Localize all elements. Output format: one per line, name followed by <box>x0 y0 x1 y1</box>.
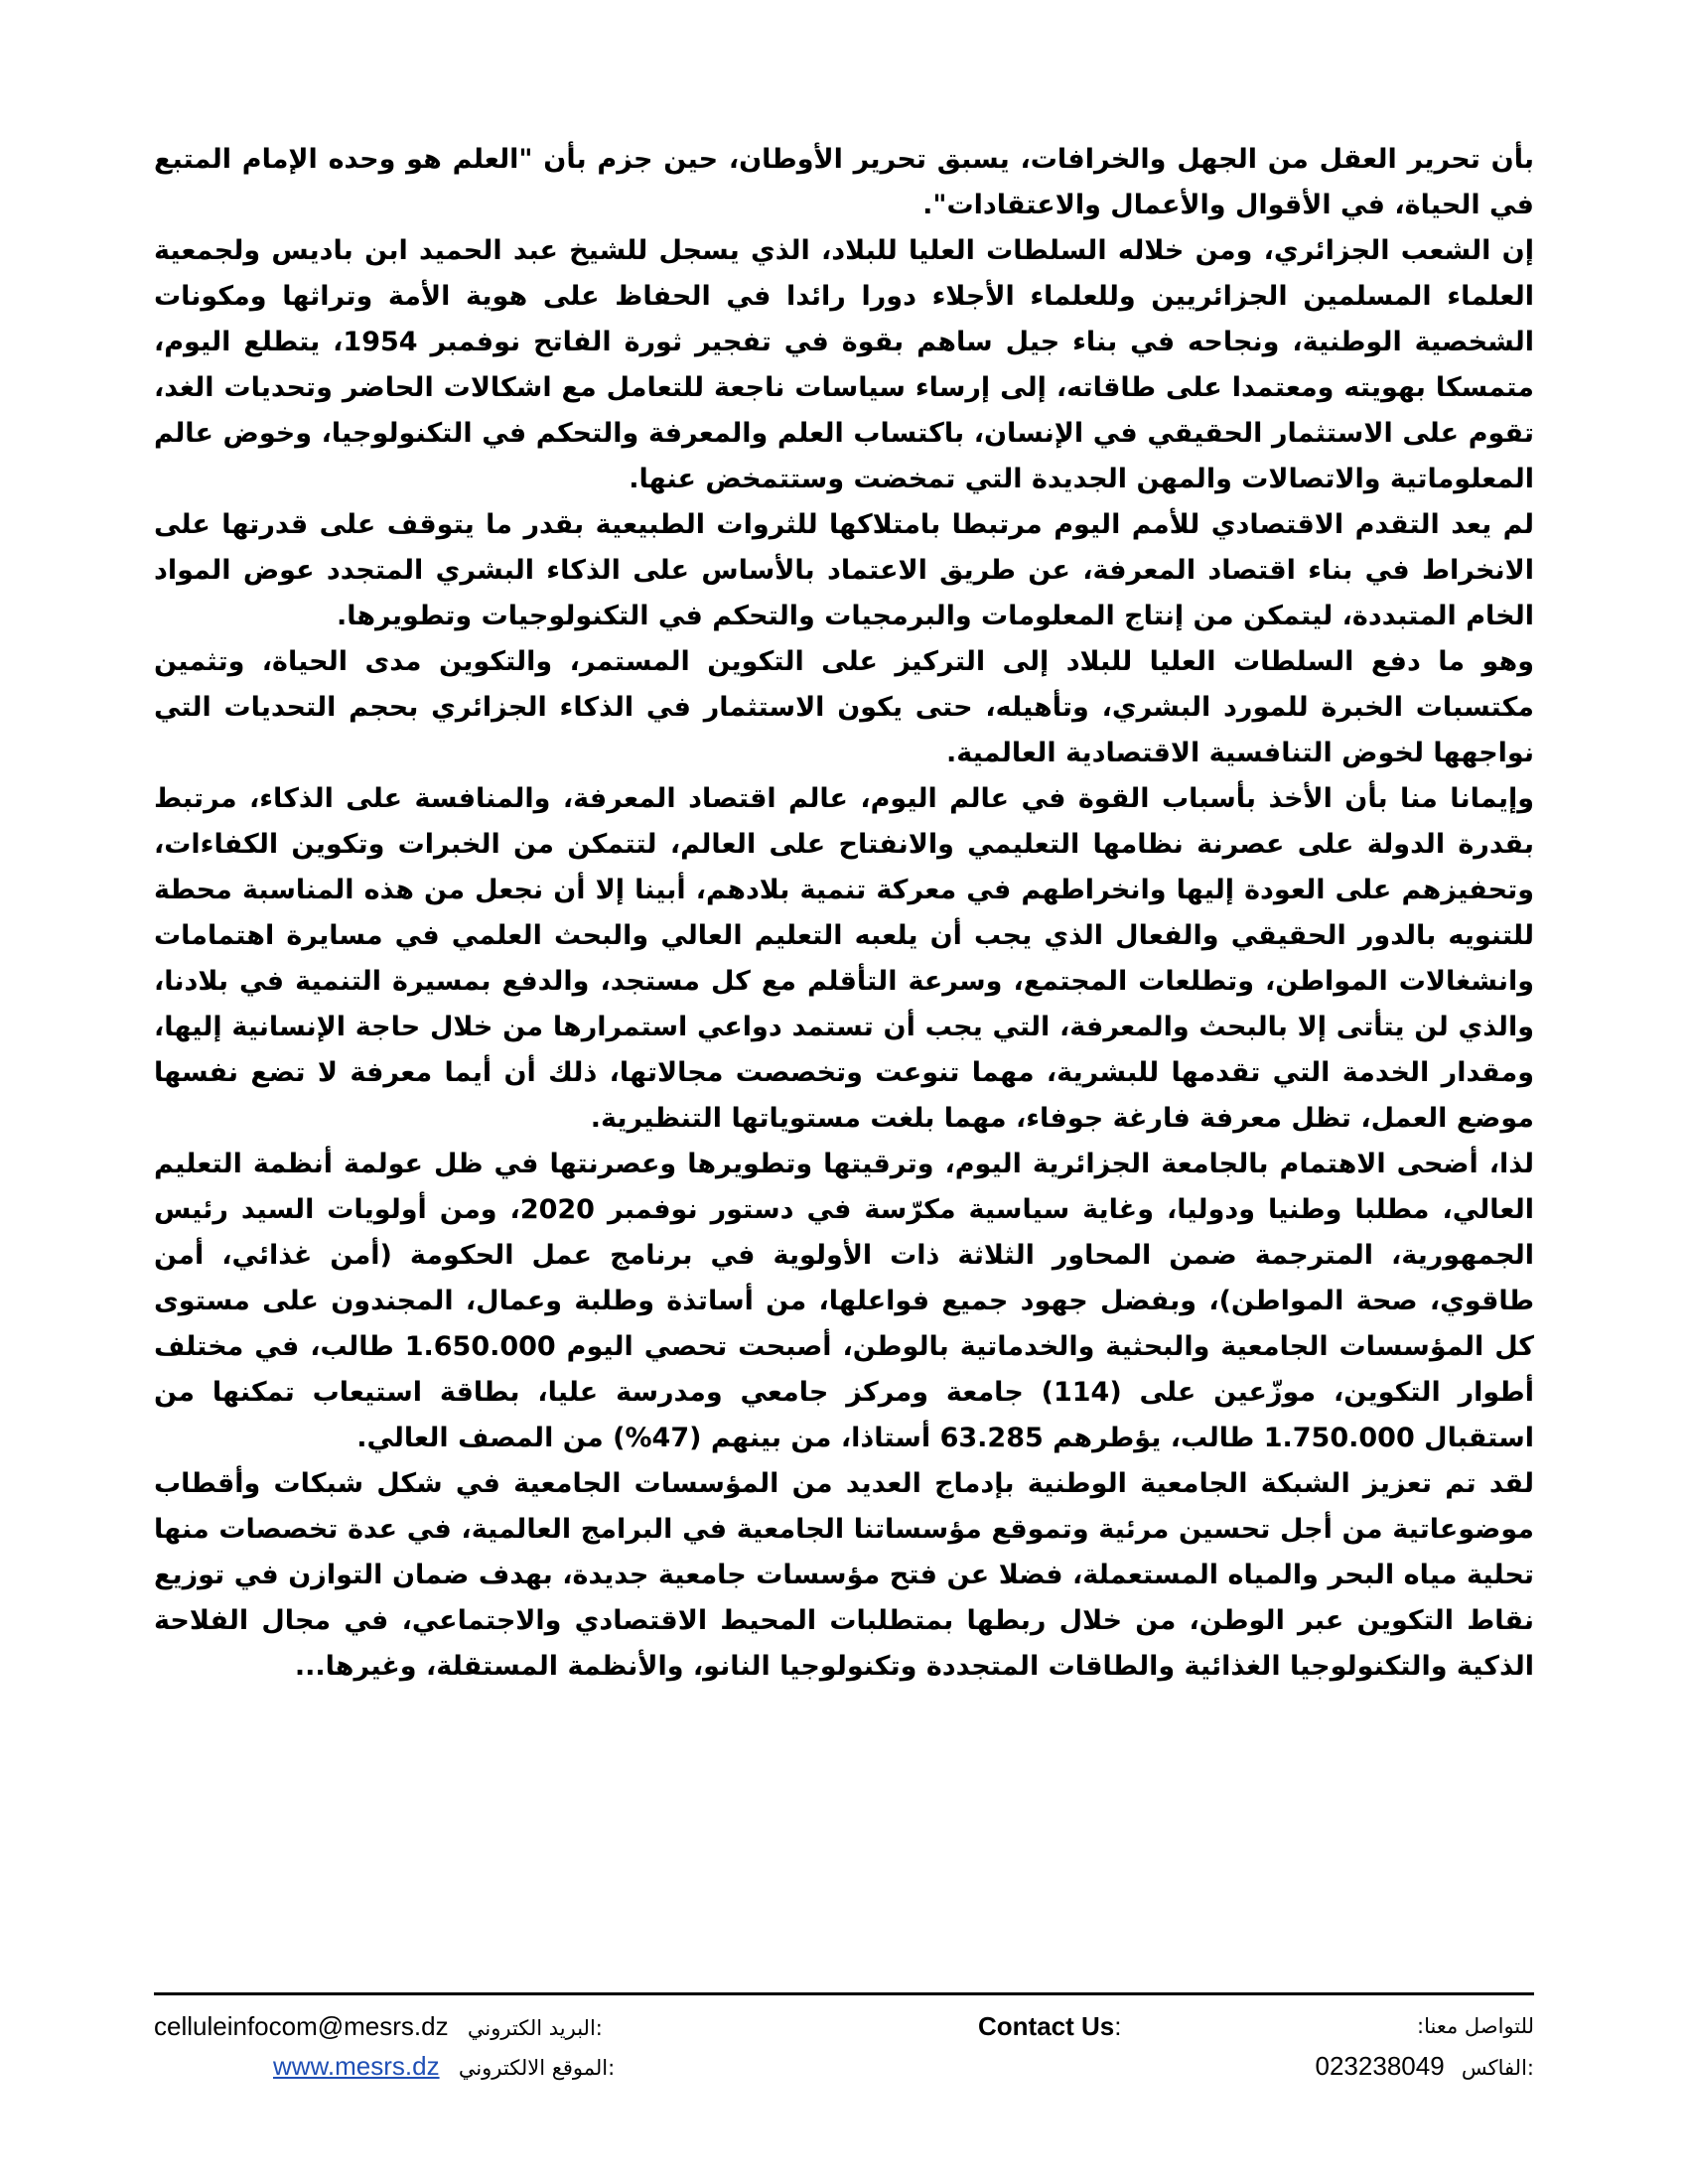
paragraph: لذا، أضحى الاهتمام بالجامعة الجزائرية اليوم، وترقيتها وتطويرها وعصرنتها في ظل عولمة أنظمة التعليم العالي، مطلبا وطنيا ودوليا، وغاية سياسية مكرّسة في دستور نوفمبر 2020، ومن أولويات السيد رئيس الجمهورية، المترجمة ضمن المحاور الثلاثة ذات الأولوية في برنامج عمل الحكومة (أمن غذائي، أمن طاقوي، صحة المواطن)، وبفضل جهود جميع فواعلها، من أساتذة وطلبة وعمال، المجندون على مستوى كل المؤسسات الجامعية والبحثية والخدماتية بالوطن، أصبحت تحصي اليوم 1.650.000 طالب، في مختلف أطوار التكوين، موزّعين على (114) جامعة ومركز جامعي ومدرسة عليا، بطاقة استيعاب تمكنها من استقبال 1.750.000 طالب، يؤطرهم 63.285 أستاذا، من بينهم (47%) من المصف العالي. <box>154 1149 1534 1453</box>
paragraph: لقد تم تعزيز الشبكة الجامعية الوطنية بإدماج العديد من المؤسسات الجامعية في شكل شبكات وأقطاب موضوعاتية من أجل تحسين مرئية وتموقع مؤسساتنا الجامعية في البرامج العالمية، في عدة تخصصات منها تحلية مياه البحر والمياه المستعملة، فضلا عن فتح مؤسسات جامعية جديدة، بهدف ضمان التوازن في توزيع نقاط التكوين عبر الوطن، من خلال ربطها بمتطلبات المحيط الاقتصادي والاجتماعي، في مجال الفلاحة الذكية والتكنولوجيا الغذائية والطاقات المتجددة وتكنولوجيا النانو، والأنظمة المستقلة، وغيرها... <box>154 1468 1534 1682</box>
footer-divider <box>154 1992 1534 1995</box>
paragraph: وهو ما دفع السلطات العليا للبلاد إلى التركيز على التكوين المستمر، والتكوين مدى الحياة، وتثمين مكتسبات الخبرة للمورد البشري، وتأهيله، حتى يكون الاستثمار في الذكاء الجزائري بحجم التحديات التي نواجهها لخوض التنافسية الاقتصادية العالمية. <box>154 646 1534 768</box>
footer <box>154 2009 1534 2099</box>
fax-label: الفاكس: <box>1461 2056 1534 2080</box>
website-label: الموقع الالكتروني: <box>458 2056 616 2080</box>
paragraph: بأن تحرير العقل من الجهل والخرافات، يسبق تحرير الأوطان، حين جزم بأن "العلم هو وحده الإمام المتبع في الحياة، في الأقوال والأعمال والاعتقادات". <box>154 144 1534 220</box>
contact-us-colon: : <box>1114 2011 1122 2041</box>
paragraph: لم يعد التقدم الاقتصادي للأمم اليوم مرتبطا بامتلاكها للثروات الطبيعية بقدر ما يتوقف على قدرتها على الانخراط في بناء اقتصاد المعرفة، عن طريق الاعتماد بالأساس على الذكاء البشري المتجدد عوض المواد الخام المتبددة، ليتمكن من إنتاج المعلومات والبرمجيات والتحكم في التكنولوجيات وتطويرها. <box>154 509 1534 631</box>
paragraph: إن الشعب الجزائري، ومن خلاله السلطات العليا للبلاد، الذي يسجل للشيخ عبد الحميد ابن باديس ولجمعية العلماء المسلمين الجزائريين وللعلماء الأجلاء دورا رائدا في الحفاظ على هوية الأمة وتراثها ومكونات الشخصية الوطنية، ونجاحه في بناء جيل ساهم بقوة في تفجير ثورة الفاتح نوفمبر 1954، يتطلع اليوم، متمسكا بهويته ومعتمدا على طاقاته، إلى إرساء سياسات ناجعة للتعامل مع اشكالات الحاضر وتحديات الغد، تقوم على الاستثمار الحقيقي في الإنسان، باكتساب العلم والمعرفة والتحكم في التكنولوجيا، وخوض عالم المعلوماتية والاتصالات والمهن الجديدة التي تمخضت وستتمخض عنها. <box>154 235 1534 494</box>
email-row <box>154 2009 603 2045</box>
contact-us-label: Contact Us <box>978 2011 1115 2041</box>
website-link[interactable]: www.mesrs.dz <box>273 2051 440 2081</box>
fax-row <box>1316 2049 1534 2085</box>
email-value[interactable]: celluleinfocom@mesrs.dz <box>154 2011 449 2041</box>
website-row <box>273 2049 615 2085</box>
paragraph: وإيمانا منا بأن الأخذ بأسباب القوة في عالم اليوم، عالم اقتصاد المعرفة، والمنافسة على الذكاء، مرتبط بقدرة الدولة على عصرنة نظامها التعليمي والانفتاح على العالم، لتتمكن من الخبرات وتكوين الكفاءات، وتحفيزهم على العودة إليها وانخراطهم في معركة تنمية بلادهم، أبينا إلا أن نجعل من هذه المناسبة محطة للتنويه بالدور الحقيقي والفعال الذي يجب أن يلعبه التعليم العالي والبحث العلمي في مسايرة اهتمامات وانشغالات المواطن، وتطلعات المجتمع، وسرعة التأقلم مع كل مستجد، والدفع بمسيرة التنمية في بلادنا، والذي لن يتأتى إلا بالبحث والمعرفة، التي يجب أن تستمد دواعي استمرارها من خلال حاجة الإنسانية إليها، ومقدار الخدمة التي تقدمها للبشرية، مهما تنوعت وتخصصت مجالاتها، ذلك أن أيما معرفة لا تضع نفسها موضع العمل، تظل معرفة فارغة جوفاء، مهما بلغت مستوياتها التنظيرية. <box>154 783 1534 1134</box>
contact-us-arabic: للتواصل معنا: <box>1417 2014 1534 2038</box>
contact-us-heading <box>978 2009 1121 2043</box>
document-body <box>154 137 1534 1690</box>
fax-value: 023238049 <box>1315 2051 1445 2081</box>
email-label: البريد الكتروني: <box>467 2016 603 2040</box>
